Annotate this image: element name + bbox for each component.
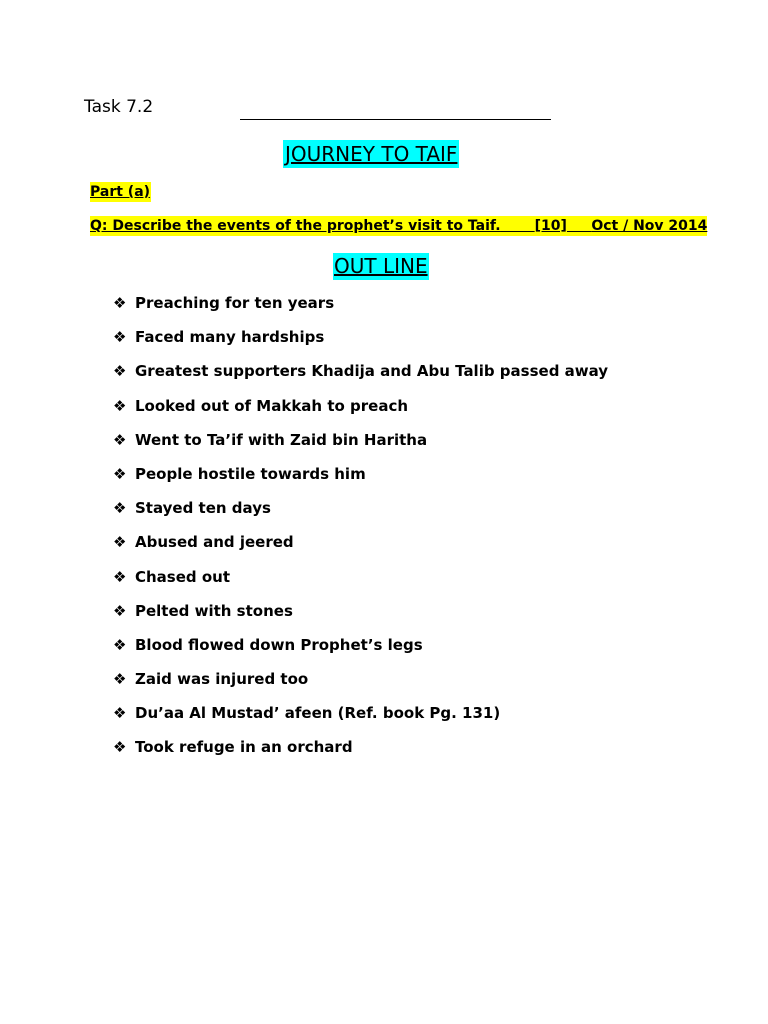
list-item: ❖ Abused and jeered <box>113 533 294 552</box>
outline-heading: OUT LINE <box>334 254 428 278</box>
list-item: ❖ Zaid was injured too <box>113 670 309 689</box>
outline-list <box>113 292 608 771</box>
diamond-bullet-icon: ❖ <box>113 738 127 757</box>
name-blank-line <box>240 119 551 120</box>
question-line <box>90 216 707 236</box>
page-title: JOURNEY TO TAIF <box>285 142 458 166</box>
list-item: ❖ People hostile towards him <box>113 464 366 483</box>
diamond-bullet-icon: ❖ <box>113 704 127 723</box>
diamond-bullet-icon: ❖ <box>113 601 127 620</box>
list-item: ❖ Preaching for ten years <box>113 294 335 312</box>
list-item: ❖ Greatest supporters Khadija and Abu Talib passed away <box>113 362 609 381</box>
question-marks: [10] <box>534 218 567 234</box>
diamond-bullet-icon: ❖ <box>113 499 127 518</box>
list-item: ❖ Chased out <box>113 567 231 586</box>
list-item: ❖ Faced many hardships <box>113 328 325 347</box>
list-item: ❖ Du’aa Al Mustad’ afeen (Ref. book Pg. 131) <box>113 704 501 723</box>
diamond-bullet-icon: ❖ <box>113 635 127 654</box>
list-item: ❖ Went to Ta’if with Zaid bin Haritha <box>113 430 428 449</box>
diamond-bullet-icon: ❖ <box>113 464 127 483</box>
list-item: ❖ Took refuge in an orchard <box>113 738 353 757</box>
list-item: ❖ Looked out of Makkah to preach <box>113 396 409 415</box>
diamond-bullet-icon: ❖ <box>113 533 127 552</box>
question-text: Q: Describe the events of the prophet’s visit to Taif. <box>90 218 501 234</box>
diamond-bullet-icon: ❖ <box>113 567 127 586</box>
list-item: ❖ Blood flowed down Prophet’s legs <box>113 635 423 654</box>
question-session: Oct / Nov 2014 <box>591 218 708 234</box>
diamond-bullet-icon: ❖ <box>113 396 127 415</box>
list-item: ❖ Pelted with stones <box>113 601 293 620</box>
diamond-bullet-icon: ❖ <box>113 362 127 381</box>
diamond-bullet-icon: ❖ <box>113 328 127 347</box>
list-item: ❖ Stayed ten days <box>113 499 271 518</box>
part-label: Part (a) <box>90 184 151 200</box>
diamond-bullet-icon: ❖ <box>113 670 127 689</box>
diamond-bullet-icon: ❖ <box>113 294 127 312</box>
task-label: Task 7.2 <box>84 97 154 117</box>
diamond-bullet-icon: ❖ <box>113 430 127 449</box>
